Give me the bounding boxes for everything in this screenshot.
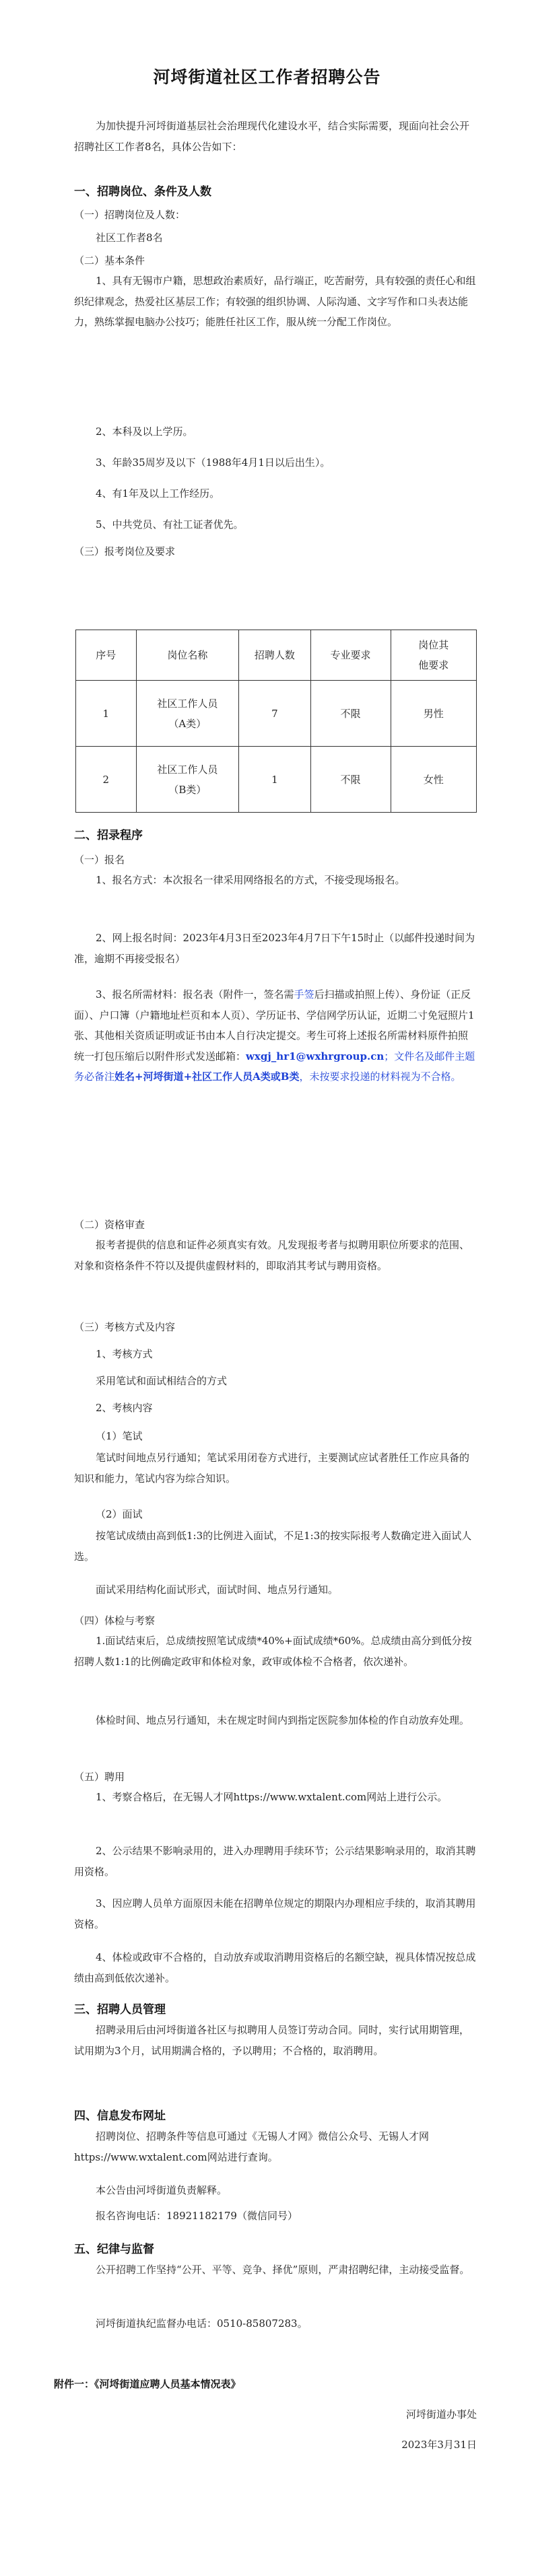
hand-sign-note: 手签 bbox=[294, 988, 314, 1001]
cell-position bbox=[136, 747, 239, 813]
hiring-step-3: 3、因应聘人员单方面原因未能在招聘单位规定的期限内办理相应手续的，取消其聘用资格。 bbox=[74, 1897, 476, 1930]
interview-ratio-text: 按笔试成绩由高到低1:3的比例进入面试，不足1:3的按实际报考人数确定进入面试人选。 bbox=[74, 1530, 472, 1563]
issue-date: 2023年3月31日 bbox=[401, 2439, 477, 2451]
s2-sub1-heading: （一）报名 bbox=[74, 854, 125, 866]
cell-no: 1 bbox=[76, 681, 137, 747]
col-header-no: 序号 bbox=[76, 630, 137, 681]
positions-table bbox=[75, 630, 477, 813]
cell-major: 不限 bbox=[310, 747, 391, 813]
medical-check-text: 体检时间、地点另行通知，未在规定时间内到指定医院参加体检的作自动放弃处理。 bbox=[96, 1714, 470, 1726]
intro-paragraph: 为加快提升河埒街道基层社会治理现代化建设水平，结合实际需要，现面向社会公开招聘社区工作者8名，具体公告如下： bbox=[74, 120, 470, 153]
hiring-step-2: 2、公示结果不影响录用的，进入办理聘用手续环节；公示结果影响录用的，取消其聘用资格。 bbox=[74, 1845, 476, 1878]
hiring-step-4: 4、体检或政审不合格的，自动放弃或取消聘用资格后的名额空缺，视具体情况按总成绩由高到低依次递补。 bbox=[74, 1951, 476, 1984]
cell-count: 1 bbox=[239, 747, 310, 813]
col-header-count: 招聘人数 bbox=[239, 630, 310, 681]
qualification-review: 报考者提供的信息和证件必须真实有效。凡发现报考者与拟聘用职位所要求的范围、对象和资格条件不符以及提供虚假材料的，即取消其考试与聘用资格。 bbox=[74, 1239, 470, 1272]
s1-sub2-heading: （二）基本条件 bbox=[74, 255, 145, 267]
issuer-signature: 河埒街道办事处 bbox=[405, 2408, 477, 2420]
cell-major: 不限 bbox=[310, 681, 391, 747]
attachment-note: 附件一：《河埒街道应聘人员基本情况表》 bbox=[54, 2378, 241, 2390]
section-5-heading: 五、纪律与监督 bbox=[74, 2243, 154, 2256]
s2-sub3-heading: （三）考核方式及内容 bbox=[74, 1321, 176, 1333]
section-2-heading: 二、招录程序 bbox=[74, 829, 143, 842]
cell-count: 7 bbox=[239, 681, 310, 747]
s2-sub2-heading: （二）资格审查 bbox=[74, 1219, 145, 1231]
condition-4: 4、有1年及以上工作经历。 bbox=[96, 487, 220, 500]
s1-sub3-heading: （三）报考岗位及要求 bbox=[74, 545, 176, 557]
cell-other: 男性 bbox=[391, 681, 476, 747]
exam-content-heading: 2、考核内容 bbox=[96, 1402, 153, 1414]
interview-heading: （2）面试 bbox=[96, 1508, 143, 1520]
staff-management-text: 招聘录用后由河埒街道各社区与拟聘用人员签订劳动合同。同时，实行试用期管理，试用期为3个月，试用期满合格的，予以聘用；不合格的，取消聘用。 bbox=[74, 2024, 470, 2057]
written-exam-text: 笔试时间地点另行通知；笔试采用闭卷方式进行，主要测试应试者胜任工作应具备的知识和能力，笔试内容为综合知识。 bbox=[74, 1452, 470, 1485]
info-website-text: 招聘岗位、招聘条件等信息可通过《无锡人才网》微信公众号、无锡人才网https://www.wxtalent.com网站进行查询。 bbox=[74, 2130, 430, 2163]
position-class: （A类） bbox=[168, 717, 207, 730]
section-3-heading: 三、招聘人员管理 bbox=[74, 2003, 166, 2016]
exam-method-heading: 1、考核方式 bbox=[96, 1348, 153, 1360]
section-1-heading: 一、招聘岗位、条件及人数 bbox=[74, 185, 211, 199]
position-name: 社区工作人员 bbox=[157, 697, 218, 710]
col-header-major: 专业要求 bbox=[310, 630, 391, 681]
signup-time: 2、网上报名时间：2023年4月3日至2023年4月7日下午15时止（以邮件投递时间为准，逾期不再接受报名） bbox=[74, 932, 475, 965]
hiring-step-1: 1、考察合格后，在无锡人才网https://www.wxtalent.com网站上进行公示。 bbox=[96, 1791, 448, 1803]
condition-3: 3、年龄35周岁及以下（1988年4月1日以后出生）。 bbox=[96, 456, 331, 469]
col-header-other: 岗位其他要求 bbox=[391, 630, 476, 681]
cell-no: 2 bbox=[76, 747, 137, 813]
col-header-position: 岗位名称 bbox=[136, 630, 239, 681]
section-4-heading: 四、信息发布网址 bbox=[74, 2109, 166, 2123]
supervision-phone: 河埒街道执纪监督办电话：0510-85807283。 bbox=[96, 2317, 308, 2330]
table-row bbox=[76, 681, 477, 747]
written-exam-heading: （1）笔试 bbox=[96, 1430, 143, 1442]
condition-2: 2、本科及以上学历。 bbox=[96, 426, 193, 438]
cell-other: 女性 bbox=[391, 747, 476, 813]
position-name: 社区工作人员 bbox=[157, 763, 218, 776]
table-header-row bbox=[76, 630, 477, 681]
s2-sub5-heading: （五）聘用 bbox=[74, 1771, 125, 1783]
signup-materials: 3、报名所需材料：报名表（附件一，签名需手签后扫描或拍照上传）、身份证（正反面）、户口簿（户籍地址栏页和本人页）、学历证书、学信网学历认证，近期二寸免冠照片1张、其他相关资质证明或证书由本人自行决定提交。考生可将上述报名所需材料原件拍照统一打包压缩后以附件形式发送邮箱：wxgj_hr1@wxhrgroup.cn；文件名及邮件主题务必备注姓名+河埒街道+社区工作人员A类或B类，未按要求投递的材料视为不合格。 bbox=[74, 988, 475, 1083]
interpretation-text: 本公告由河埒街道负责解释。 bbox=[96, 2184, 228, 2196]
filename-requirement: 姓名+河埒街道+社区工作人员A类或B类 bbox=[114, 1071, 300, 1083]
interview-form-text: 面试采用结构化面试形式，面试时间、地点另行通知。 bbox=[96, 1584, 339, 1596]
exam-method-text: 采用笔试和面试相结合的方式 bbox=[96, 1375, 228, 1387]
s2-sub4-heading: （四）体检与考察 bbox=[74, 1615, 156, 1627]
page-title: 河埒街道社区工作者招聘公告 bbox=[153, 67, 381, 87]
signup-email: wxgj_hr1@wxhrgroup.cn bbox=[246, 1050, 385, 1062]
s1-sub1-text: 社区工作者8名 bbox=[96, 232, 163, 244]
cell-position bbox=[136, 681, 239, 747]
table-row bbox=[76, 747, 477, 813]
position-class: （B类） bbox=[168, 783, 207, 796]
score-formula-text: 1.面试结束后，总成绩按照笔试成绩*40%+面试成绩*60%。总成绩由高分到低分按招聘人数1:1的比例确定政审和体检对象，政审或体检不合格者，依次递补。 bbox=[74, 1635, 472, 1668]
condition-5: 5、中共党员、有社工证者优先。 bbox=[96, 518, 244, 531]
condition-1: 1、具有无锡市户籍，思想政治素质好，品行端正，吃苦耐劳，具有较强的责任心和组织纪律观念，热爱社区基层工作；有较强的组织协调、人际沟通、文字写作和口头表达能力，熟练掌握电脑办公技巧；能胜任社区工作，服从统一分配工作岗位。 bbox=[74, 275, 476, 328]
signup-method: 1、报名方式：本次报名一律采用网络报名的方式，不接受现场报名。 bbox=[96, 874, 405, 886]
s1-sub1-heading: （一）招聘岗位及人数： bbox=[74, 209, 186, 221]
contact-phone: 报名咨询电话：18921182179（微信同号） bbox=[96, 2210, 298, 2222]
discipline-text: 公开招聘工作坚持“公开、平等、竞争、择优”原则，严肃招聘纪律，主动接受监督。 bbox=[96, 2264, 470, 2276]
